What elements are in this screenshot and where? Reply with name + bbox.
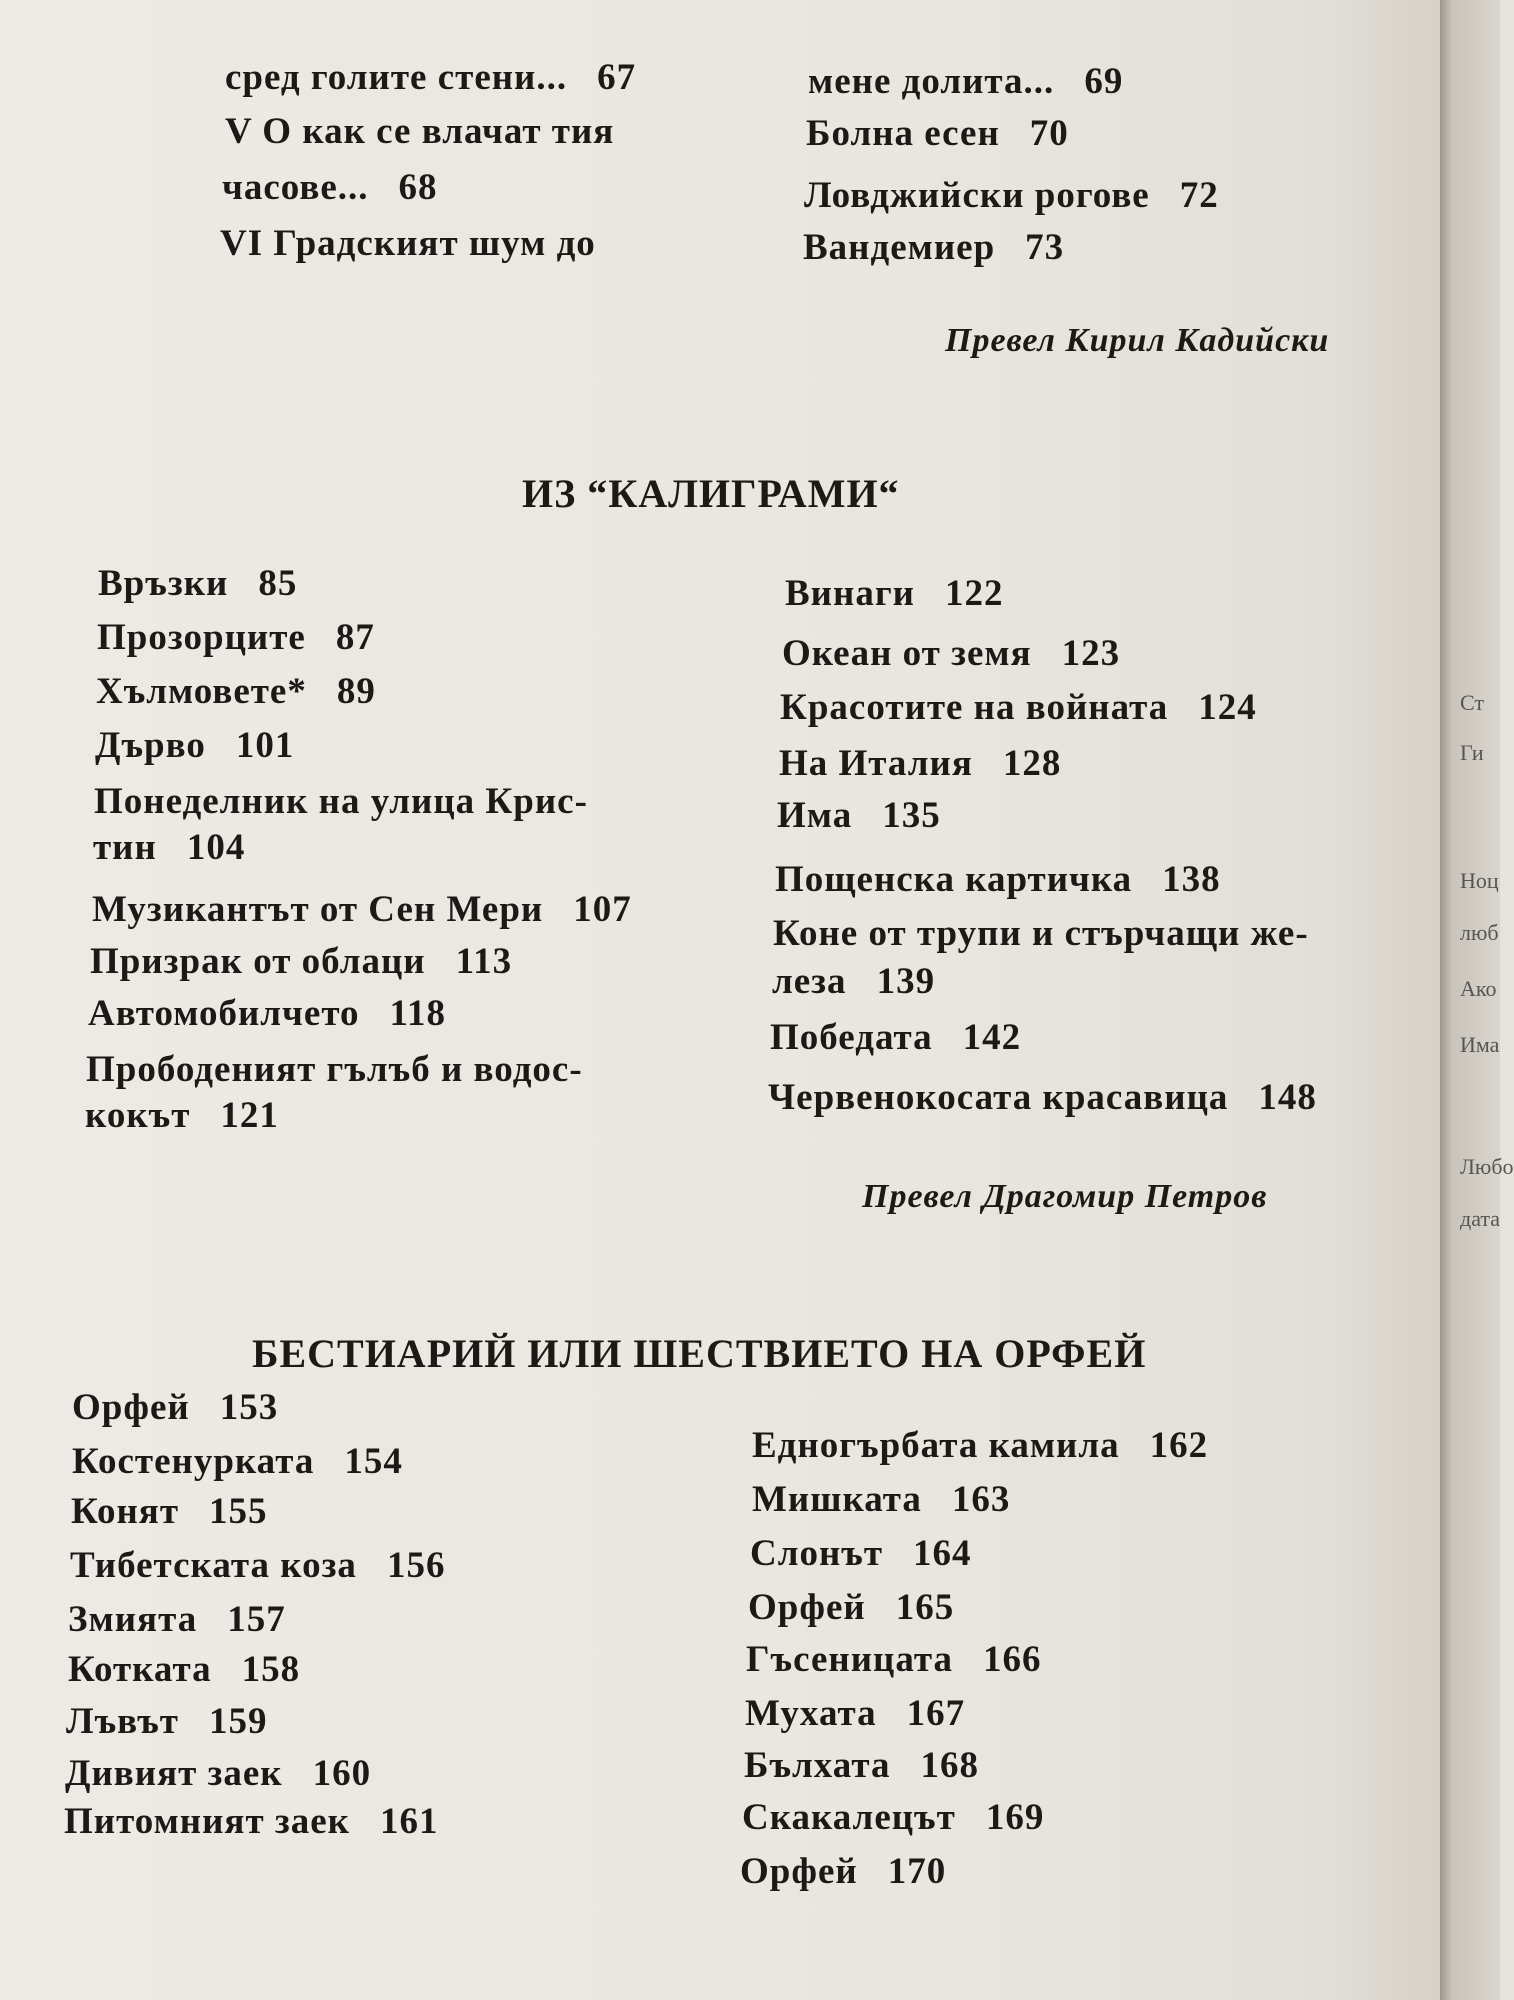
toc-entry: Котката 158 [68,1649,301,1690]
toc-entry: Лъвът 159 [66,1701,268,1742]
toc-entry: Орфей 165 [748,1587,955,1628]
toc-entry: Змията 157 [68,1599,286,1640]
section-title: ИЗ “КАЛИГРАМИ“ [522,471,900,516]
toc-entry: Орфей 170 [740,1851,947,1892]
next-page-fragment: Има [1460,1032,1500,1057]
toc-entry: Понеделник на улица Крис- [94,781,588,822]
toc-entry: Красотите на войната 124 [780,687,1257,728]
toc-entry: Едногърбата камила 162 [752,1425,1209,1466]
next-page-fragment: Ст [1460,690,1484,715]
toc-entry: Орфей 153 [72,1387,279,1428]
toc-entry: Бълхата 168 [744,1745,979,1786]
toc-entry: часове... 68 [222,167,438,208]
toc-entry: Винаги 122 [785,573,1004,614]
next-page-fragment: Ноц [1460,868,1499,893]
toc-entry: Мишката 163 [752,1479,1011,1520]
toc-entry: Тибетската коза 156 [70,1545,446,1586]
toc-entry: Хълмовете* 89 [96,671,376,712]
translator-credit: Превел Кирил Кадийски [945,322,1330,359]
next-page-fragment: дата [1460,1206,1501,1231]
toc-entry: Дивият заек 160 [65,1753,372,1794]
toc-entry: Ловджийски рогове 72 [804,175,1219,216]
toc-entry: На Италия 128 [779,743,1062,784]
toc-entry: тин 104 [93,827,246,868]
toc-entry: Дърво 101 [95,725,295,766]
toc-entry: Питомният заек 161 [64,1801,439,1842]
toc-entry: Конят 155 [71,1491,268,1532]
toc-entry: Скакалецът 169 [742,1797,1045,1838]
toc-entry: V О как се влачат тия [225,111,615,152]
next-page-fragment: люб [1460,920,1499,945]
toc-entry: Автомобилчето 118 [88,993,446,1034]
toc-entry: Костенурката 154 [72,1441,403,1482]
toc-entry: Има 135 [777,795,941,836]
toc-entry: Мухата 167 [745,1693,966,1734]
toc-entry: Вандемиер 73 [803,227,1065,268]
toc-entry: Червенокосата красавица 148 [768,1077,1317,1118]
toc-entry: Пощенска картичка 138 [775,859,1221,900]
toc-entry: Океан от земя 123 [782,633,1121,674]
toc-entry: Прозорците 87 [97,617,375,658]
toc-entry: Призрак от облаци 113 [90,941,513,982]
toc-entry: Гъсеницата 166 [746,1639,1042,1680]
toc-entry: VI Градският шум до [220,223,596,264]
toc-entry: кокът 121 [85,1095,279,1136]
toc-entry: Връзки 85 [98,563,298,604]
toc-entry: леза 139 [772,961,936,1002]
toc-entry: мене долита... 69 [808,61,1124,102]
section-title: БЕСТИАРИЙ ИЛИ ШЕСТВИЕТО НА ОРФЕЙ [252,1331,1147,1376]
toc-entry: Победата 142 [770,1017,1022,1058]
toc-entry: сред голите стени... 67 [225,57,637,98]
toc-entry: Слонът 164 [750,1533,972,1574]
next-page-fragment: Ги [1460,740,1484,765]
next-page-fragment: Ако [1460,976,1497,1001]
toc-entry: Болна есен 70 [806,113,1069,154]
next-page-fragment: Любо [1460,1154,1514,1179]
toc-entry: Коне от трупи и стърчащи же- [773,913,1309,954]
translator-credit: Превел Драгомир Петров [862,1178,1268,1215]
toc-entry: Прободеният гълъб и водос- [86,1049,583,1090]
toc-entry: Музикантът от Сен Мери 107 [92,889,632,930]
